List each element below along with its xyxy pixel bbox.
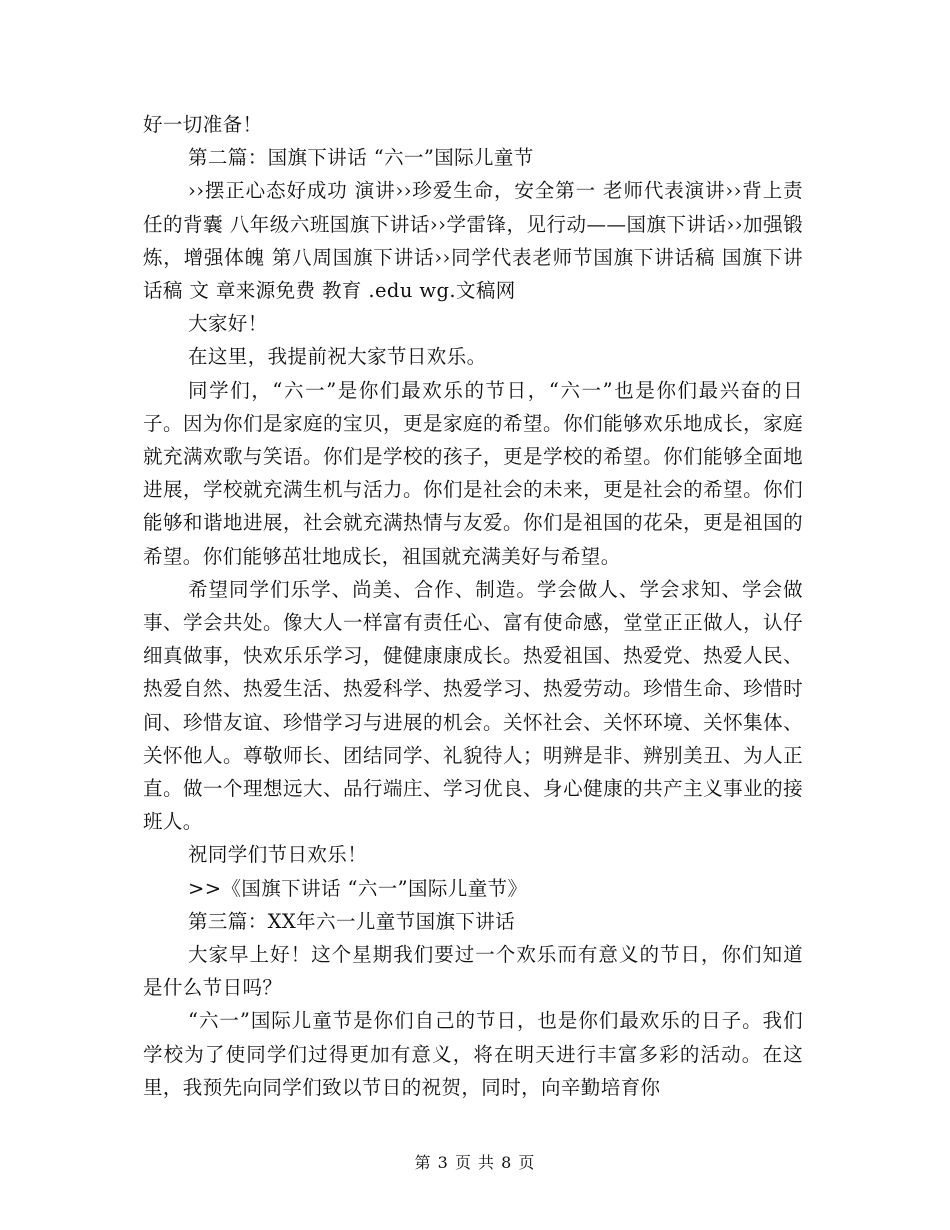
article-link: >>《国旗下讲话 “六一”国际儿童节》 — [188, 876, 528, 900]
paragraph: 同学们，“六一”是你们最欢乐的节日，“六一”也是你们最兴奋的日子。因为你们是家庭的宝贝，更是家庭的希望。你们能够欢乐地成长，家庭就充满欢歌与笑语。你们是学校的孩子，更是学校的希望。你们能够全面地进展，学校就充满生机与活力。你们是社会的未来，更是社会的希望。你们能够和谐地进展，社会就充满热情与友爱。你们是祖国的花朵，更是祖国的希望。你们能够茁壮地成长，祖国就充满美好与希望。 — [143, 378, 803, 568]
greeting: 大家好！ — [188, 312, 268, 336]
section-heading-3: 第三篇：XX年六一儿童节国旗下讲话 — [188, 909, 516, 933]
paragraph: 祝同学们节日欢乐！ — [188, 843, 368, 867]
paragraph: 大家早上好！这个星期我们要过一个欢乐而有意义的节日，你们知道是什么节日吗？ — [143, 943, 803, 1000]
document-body — [143, 108, 803, 1104]
paragraph: 希望同学们乐学、尚美、合作、制造。学会做人、学会求知、学会做事、学会共处。像大人一样富有责任心、富有使命感，堂堂正正做人，认仔细真做事，快欢乐乐学习，健健康康成长。热爱祖国、热爱党、热爱人民、热爱自然、热爱生活、热爱科学、热爱学习、热爱劳动。珍惜生命、珍惜时间、珍惜友谊、珍惜学习与进展的机会。关怀社会、关怀环境、关怀集体、关怀他人。尊敬师长、团结同学、礼貌待人；明辨是非、辨别美丑、为人正直。做一个理想远大、品行端庄、学习优良、身心健康的共产主义事业的接班人。 — [143, 577, 803, 834]
section-heading-2: 第二篇：国旗下讲话 “六一”国际儿童节 — [188, 146, 534, 170]
paragraph: 好一切准备！ — [143, 113, 263, 136]
paragraph: “六一”国际儿童节是你们自己的节日，也是你们最欢乐的日子。我们学校为了使同学们过得更加有意义，将在明天进行丰富多彩的活动。在这里，我预先向同学们致以节日的祝贺，同时，向辛勤培育你 — [143, 1009, 803, 1099]
paragraph: 在这里，我提前祝大家节日欢乐。 — [188, 345, 487, 369]
page-number-footer: 第 3 页 共 8 页 — [414, 1153, 536, 1172]
related-links-paragraph: ››摆正心态好成功 演讲››珍爱生命，安全第一 老师代表演讲››背上责任的背囊 八年级六班国旗下讲话››学雷锋，见行动——国旗下讲话››加强锻炼，增强体魄 第八周国旗下讲话››同学代表老师节国旗下讲话稿 国旗下讲话稿 文 章来源免费 教育 .edu wg.文稿网 — [143, 179, 803, 303]
